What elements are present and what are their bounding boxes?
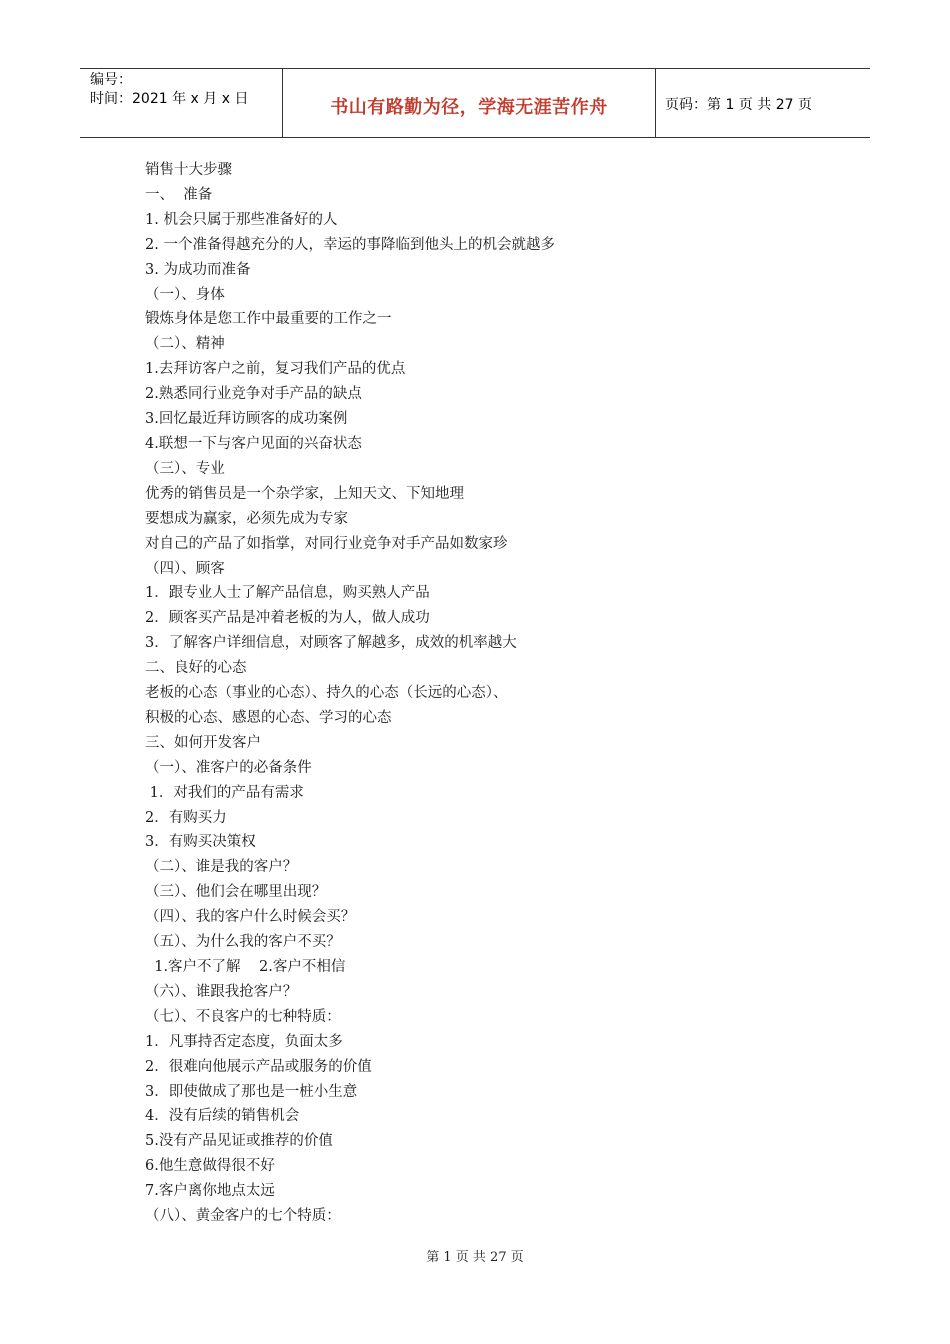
text-line: 对自己的产品了如指掌，对同行业竞争对手产品如数家珍 bbox=[145, 535, 508, 552]
text-line: 三、如何开发客户 bbox=[145, 734, 261, 751]
text-line: 7.客户离你地点太远 bbox=[145, 1183, 275, 1200]
document-body bbox=[145, 158, 845, 1229]
text-line: 1.去拜访客户之前，复习我们产品的优点 bbox=[145, 361, 406, 378]
text-line: 3．有购买决策权 bbox=[145, 834, 256, 851]
text-line: （四）、我的客户什么时候会买？ bbox=[145, 909, 356, 926]
text-line: 一、 准备 bbox=[145, 186, 213, 203]
text-line: （一）、准客户的必备条件 bbox=[145, 759, 312, 776]
text-line: 优秀的销售员是一个杂学家，上知天文、下知地理 bbox=[145, 485, 464, 502]
text-line: （二）、谁是我的客户？ bbox=[145, 859, 298, 876]
text-line: （三）、专业 bbox=[145, 460, 225, 477]
text-line: 1．凡事持否定态度，负面太多 bbox=[145, 1033, 343, 1050]
text-line: 2．顾客买产品是冲着老板的为人，做人成功 bbox=[145, 610, 430, 627]
header-page-info: 页码：第 1 页 共 27 页 bbox=[665, 97, 812, 113]
header-divider-right bbox=[655, 69, 656, 137]
text-line: 4.联想一下与客户见面的兴奋状态 bbox=[145, 435, 362, 452]
text-line: （一）、身体 bbox=[145, 286, 225, 303]
text-line: 1.客户不了解 2.客户不相信 bbox=[145, 959, 346, 975]
text-line: 2. 一个准备得越充分的人，幸运的事降临到他头上的机会就越多 bbox=[145, 236, 555, 253]
text-line: 老板的心态（事业的心态）、持久的心态（长远的心态）、 bbox=[145, 685, 508, 702]
text-line: 3．即使做成了那也是一桩小生意 bbox=[145, 1083, 358, 1100]
text-line: （六）、谁跟我抢客户？ bbox=[145, 983, 298, 1000]
document-header bbox=[80, 68, 870, 138]
text-line: 3．了解客户详细信息，对顾客了解越多，成效的机率越大 bbox=[145, 635, 517, 652]
text-line: 2.熟悉同行业竞争对手产品的缺点 bbox=[145, 386, 362, 403]
text-line: （四）、顾客 bbox=[145, 560, 225, 577]
text-line: 要想成为赢家，必须先成为专家 bbox=[145, 510, 348, 527]
text-line: 5.没有产品见证或推荐的价值 bbox=[145, 1133, 333, 1150]
text-line: （三）、他们会在哪里出现？ bbox=[145, 884, 327, 901]
text-line: 二、良好的心态 bbox=[145, 660, 247, 677]
text-line: 2．有购买力 bbox=[145, 809, 227, 826]
text-line: 1．跟专业人士了解产品信息，购买熟人产品 bbox=[145, 585, 430, 602]
text-line: 6.他生意做得很不好 bbox=[145, 1158, 275, 1175]
text-line: 4．没有后续的销售机会 bbox=[145, 1108, 300, 1125]
header-motto: 书山有路勤为径，学海无涯苦作舟 bbox=[330, 97, 608, 118]
text-line: 销售十大步骤 bbox=[145, 162, 232, 178]
text-line: （八）、黄金客户的七个特质： bbox=[145, 1208, 341, 1225]
text-line: 锻炼身体是您工作中最重要的工作之一 bbox=[145, 311, 392, 328]
header-meta bbox=[90, 71, 248, 109]
text-line: 3. 为成功而准备 bbox=[145, 261, 251, 278]
text-line: （二）、精神 bbox=[145, 336, 225, 353]
time-label: 时间：2021 年 x 月 x 日 bbox=[90, 91, 249, 107]
number-label: 编号： bbox=[90, 72, 132, 88]
text-line: 1．对我们的产品有需求 bbox=[145, 784, 304, 801]
text-line: 2．很难向他展示产品或服务的价值 bbox=[145, 1058, 372, 1075]
text-line: 积极的心态、感恩的心态、学习的心态 bbox=[145, 709, 392, 726]
text-line: 3.回忆最近拜访顾客的成功案例 bbox=[145, 411, 348, 428]
text-line: （七）、不良客户的七种特质： bbox=[145, 1008, 341, 1025]
text-line: （五）、为什么我的客户不买？ bbox=[145, 934, 341, 951]
page-footer: 第 1 页 共 27 页 bbox=[426, 1250, 524, 1265]
text-line: 1. 机会只属于那些准备好的人 bbox=[145, 211, 338, 228]
